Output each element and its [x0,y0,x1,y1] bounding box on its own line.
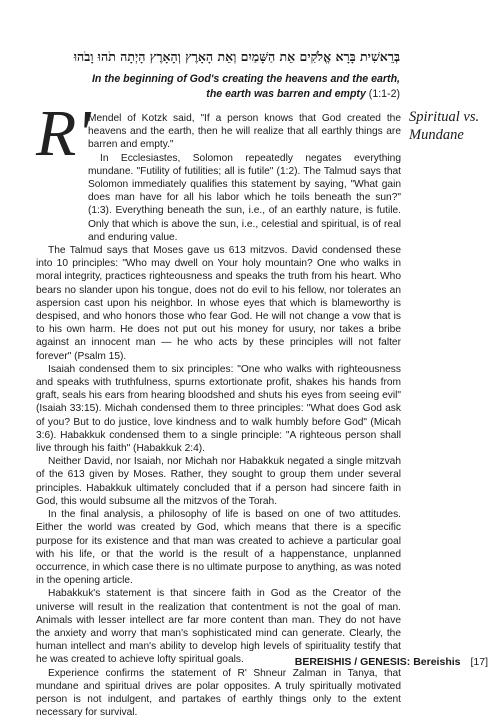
page-footer [190,656,488,668]
paragraph: Habakkuk's statement is that sincere faith in God as the Creator of the universe will result in the realization that contentment is not the goal of man. Animals with lesser intellect are far more content than man. They do not have the anxiety and worry that man's sophisticated mind can generate. Clearly, the human intellect and man's ability to develop high levels of spirituality testify that he was created to achieve lofty spiritual goals. [36,588,401,666]
verse-line-1: In the beginning of God's creating the heavens and the earth, [91,73,400,85]
paragraph: Isaiah condensed them to six principles: "One who walks with righteousness and speaks with truthfulness, spurns extortionate profit, shakes his hands from graft, seals his ears from hearing bloodshed and shuts his eyes from seeing evil" (Isaiah 33:15). Michah condensed them to three principles: "What does God ask of you? But to do justice, love kindness and to walk humbly before God" (Micah 3:6). Habakkuk condensed them to a single principle: "A righteous person shall live through his faith" (Habakkuk 2:4). [36,363,401,455]
drop-cap: R' [36,97,91,170]
paragraph: In Ecclesiastes, Solomon repeatedly negates everything mundane. "Futility of futilities; all is futile" (1:2). The Talmud says that Solomon immediately qualifies this statement by saying, "What gain does man have for all his labor which he toils beneath the sun?" (1:3). Everything beneath the sun, i.e., of an earthly nature, is futile. Only that which is above the sun, i.e., celestial and spiritual, is of real and enduring value. [88,152,401,243]
verse-reference: (1:1-2) [368,88,400,100]
paragraph: The Talmud says that Moses gave us 613 mitzvos. David condensed these into 10 principles: "Who may dwell on Your holy mountain? One who walks in moral integrity, practices righteousness and speaks the truth from his heart. Who bears no slander upon his tongue, does not do evil to his fellow, nor tolerates an aspersion cast upon his neighbor. In whose eyes that which is blameworthy is despised, and who honors those who fear God. He will not change a vow that is to his own harm. He does not put out his money for usury, nor takes a bribe against an innocent man — he who acts by these principles will not falter forever" (Psalm 15). [36,245,401,362]
article-body [36,112,401,719]
hebrew-verse: בְּרֵאשִׁית בָּרָא אֱלֹקִים אֵת הַשָּׁמַיִם וְאֵת הָאָרֶץ וְהָאָרֶץ הָיְתָה תֹהוּ וָבֹהוּ [73,49,400,64]
paragraph: Neither David, nor Isaiah, nor Michah nor Habakkuk negated a single mitzvah of the 613 given by Moses. Rather, they sought to group them under several principles. Habakkuk ultimately concluded that if a person had sincere faith in God, this would subsume all the mitzvos of the Torah. [36,456,401,507]
paragraph: In the final analysis, a philosophy of life is based on one of two attitudes. Either the world was created by God, which means that there is a specific purpose for its existence and that man was created to achieve a particular goal with his life, or that the world is the result of a happenstance, unplanned occurrence, in which case there is no ultimate purpose to anything, as was noted in the opening article. [36,509,401,587]
running-head: BEREISHIS / GENESIS: Bereishis [294,656,461,668]
paragraph: Experience confirms the statement of R' Shneur Zalman in Tanya, that mundane and spiritual drives are polar opposites. A truly spiritually motivated person is not indulgent, and partakes of earthly things only to the extent necessary for survival. [36,667,401,719]
verse-line-2-text: the earth was barren and empty [206,88,366,100]
paragraph: Mendel of Kotzk said, "If a person knows that God created the heavens and the earth, then he will realize that all earthly things are barren and empty." [88,113,401,151]
page-number: [17] [470,656,488,668]
margin-heading: Spiritual vs. Mundane [409,109,480,143]
